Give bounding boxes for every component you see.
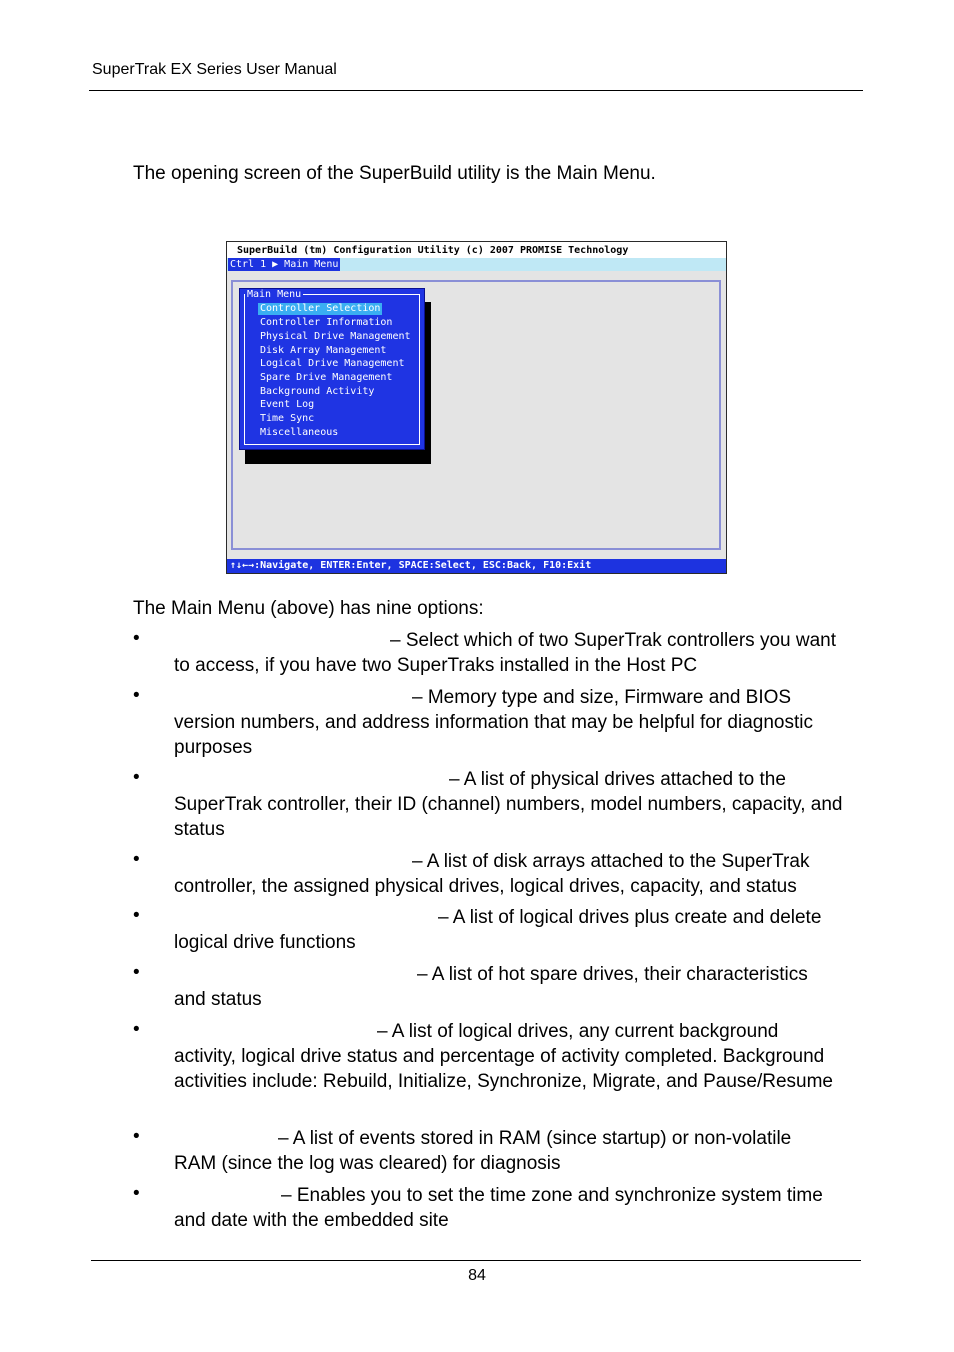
option-description bbox=[174, 1126, 864, 1176]
option-description-rest: SuperTrak controller, their ID (channel) numbers, model numbers, capacity, and status bbox=[174, 794, 843, 840]
bios-breadcrumb: Ctrl 1 ▶ Main Menu bbox=[230, 259, 339, 270]
bullet-glyph: • bbox=[133, 1183, 140, 1204]
option-description-lead: – A list of hot spare drives, their characteristics bbox=[417, 964, 808, 985]
menu-item-miscellaneous[interactable]: Miscellaneous bbox=[260, 427, 339, 438]
option-description-lead: – A list of physical drives attached to the bbox=[449, 769, 786, 790]
option-description-lead: – A list of logical drives plus create and delete bbox=[438, 907, 822, 928]
option-description-lead: – Select which of two SuperTrak controllers you want bbox=[390, 630, 836, 651]
header-rule bbox=[89, 90, 863, 91]
page-header-title: SuperTrak EX Series User Manual bbox=[92, 61, 337, 78]
superbuild-screenshot bbox=[226, 241, 727, 574]
menu-item-disk-array-management[interactable]: Disk Array Management bbox=[260, 345, 387, 356]
option-description bbox=[174, 905, 864, 955]
bullet-glyph: • bbox=[133, 685, 140, 706]
bullet-glyph: • bbox=[133, 905, 140, 926]
bios-status-bar: ↑↓←→:Navigate, ENTER:Enter, SPACE:Select, ESC:Back, F10:Exit bbox=[227, 559, 726, 573]
page-number: 84 bbox=[468, 1267, 486, 1284]
footer-rule bbox=[91, 1260, 861, 1261]
option-description bbox=[174, 628, 864, 678]
option-description-lead: – Enables you to set the time zone and synchronize system time bbox=[281, 1185, 823, 1206]
menu-item-logical-drive-management[interactable]: Logical Drive Management bbox=[260, 358, 405, 369]
option-description bbox=[174, 849, 864, 899]
option-description-rest: to access, if you have two SuperTraks installed in the Host PC bbox=[174, 655, 698, 676]
bullet-glyph: • bbox=[133, 628, 140, 649]
main-menu-title: Main Menu bbox=[247, 289, 302, 300]
option-description-rest: RAM (since the log was cleared) for diagnosis bbox=[174, 1153, 561, 1174]
menu-item-background-activity[interactable]: Background Activity bbox=[260, 386, 375, 397]
menu-item-time-sync[interactable]: Time Sync bbox=[260, 413, 315, 424]
bullet-glyph: • bbox=[133, 962, 140, 983]
menu-item-controller-selection[interactable]: Controller Selection bbox=[260, 303, 381, 314]
bios-breadcrumb-bar bbox=[227, 258, 726, 271]
bullet-glyph: • bbox=[133, 767, 140, 788]
option-description-lead: – A list of logical drives, any current background bbox=[377, 1021, 779, 1042]
option-description-rest: controller, the assigned physical drives, logical drives, capacity, and status bbox=[174, 876, 797, 897]
option-description bbox=[174, 1183, 864, 1233]
option-description-rest: activity, logical drive status and percentage of activity completed. Background activities include: Rebuild, Initialize, Synchronize, Migrate, and Pause/Resume bbox=[174, 1046, 833, 1092]
option-description-rest: version numbers, and address information that may be helpful for diagnostic purposes bbox=[174, 712, 813, 758]
bullet-glyph: • bbox=[133, 1019, 140, 1040]
option-description-rest: logical drive functions bbox=[174, 932, 356, 953]
menu-item-controller-information[interactable]: Controller Information bbox=[260, 317, 393, 328]
menu-item-physical-drive-management[interactable]: Physical Drive Management bbox=[260, 331, 411, 342]
option-description bbox=[174, 767, 864, 842]
option-description-rest: and date with the embedded site bbox=[174, 1210, 449, 1231]
menu-item-spare-drive-management[interactable]: Spare Drive Management bbox=[260, 372, 393, 383]
bullet-glyph: • bbox=[133, 1126, 140, 1147]
option-description bbox=[174, 962, 864, 1012]
options-lead: The Main Menu (above) has nine options: bbox=[133, 598, 484, 619]
option-description-rest: and status bbox=[174, 989, 262, 1010]
option-description-lead: – A list of events stored in RAM (since startup) or non-volatile bbox=[278, 1128, 792, 1149]
bios-title-bar: SuperBuild (tm) Configuration Utility (c) 2007 PROMISE Technology bbox=[227, 242, 726, 258]
option-description bbox=[174, 685, 864, 760]
option-description bbox=[174, 1019, 864, 1094]
option-description-lead: – A list of disk arrays attached to the SuperTrak bbox=[412, 851, 810, 872]
intro-paragraph: The opening screen of the SuperBuild utility is the Main Menu. bbox=[133, 163, 656, 184]
menu-item-event-log[interactable]: Event Log bbox=[260, 399, 315, 410]
bullet-glyph: • bbox=[133, 849, 140, 870]
option-description-lead: – Memory type and size, Firmware and BIOS bbox=[412, 687, 792, 708]
